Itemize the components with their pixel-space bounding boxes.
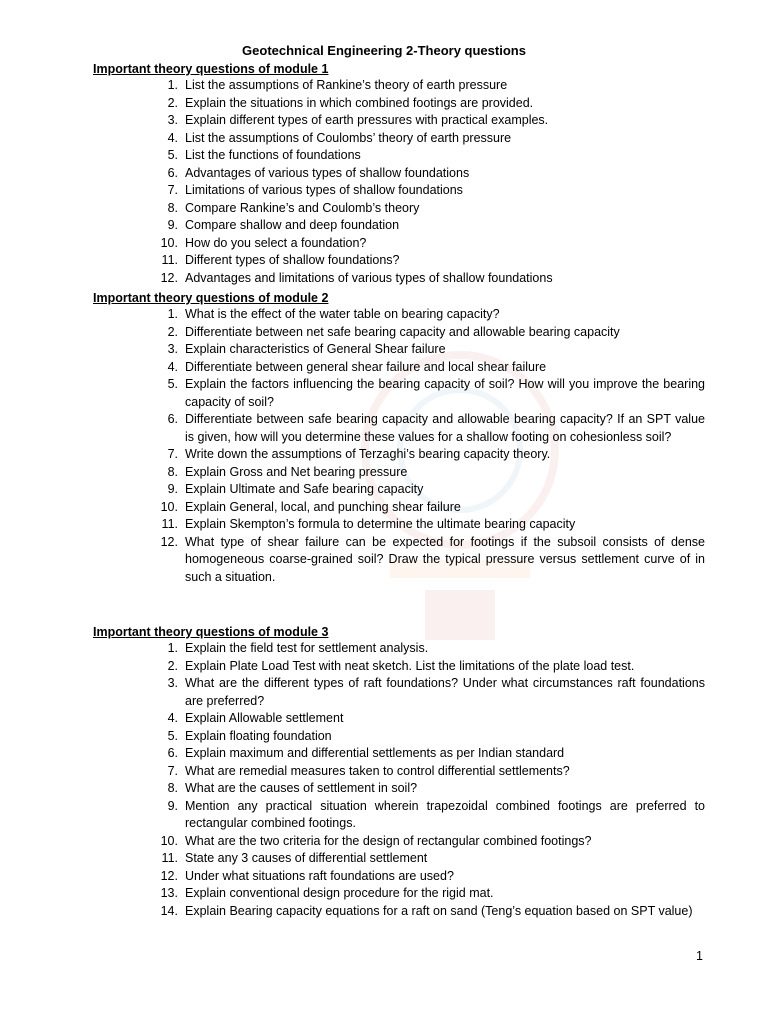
question-item [0, 95, 768, 113]
question-item [0, 446, 768, 464]
question-number: 5. [167, 148, 178, 162]
question-number: 12. [160, 868, 178, 883]
question-item [0, 130, 768, 148]
question-text: What are the different types of raft foundations? Under what circumstances raft foundations are preferred? [185, 676, 705, 708]
question-text: Different types of shallow foundations? [185, 253, 400, 267]
question-number: 5. [167, 728, 178, 743]
question-number: 11. [161, 253, 178, 267]
question-text: Explain Allowable settlement [185, 711, 344, 725]
question-text: Compare shallow and deep foundation [185, 218, 400, 232]
question-text: Explain Plate Load Test with neat sketch. List the limitations of the plate load test. [185, 658, 635, 673]
question-item [0, 903, 768, 921]
module-2-heading: Important theory questions of module 2 [93, 291, 329, 305]
question-number: 1. [167, 641, 178, 655]
question-number: 4. [167, 130, 178, 145]
question-number: 6. [167, 165, 178, 180]
module-1-heading: Important theory questions of module 1 [93, 62, 329, 76]
question-item [0, 745, 768, 763]
question-text: What are remedial measures taken to control differential settlements? [185, 763, 570, 778]
question-number: 12. [160, 270, 178, 285]
question-text: Under what situations raft foundations are used? [185, 868, 454, 883]
question-item [0, 499, 768, 517]
question-text: State any 3 causes of differential settlement [185, 851, 428, 865]
question-number: 2. [167, 95, 178, 110]
question-number: 10. [160, 235, 178, 250]
question-item [0, 728, 768, 746]
question-number: 12. [160, 534, 178, 549]
question-text: Explain Skempton’s formula to determine the ultimate bearing capacity [185, 517, 576, 531]
question-item [0, 516, 768, 534]
question-text: Explain Bearing capacity equations for a raft on sand (Teng’s equation based on SPT value) [185, 903, 693, 918]
question-text: Write down the assumptions of Terzaghi’s bearing capacity theory. [185, 447, 551, 461]
question-text: Advantages of various types of shallow foundations [185, 165, 470, 180]
question-item [0, 252, 768, 270]
question-text: Explain characteristics of General Shear failure [185, 342, 446, 356]
question-item [0, 868, 768, 886]
question-text: What type of shear failure can be expected for footings if the subsoil consists of dense homogeneous coarse-grained soil? Draw the typical pressure versus settlement curve of in such a situation. [185, 534, 705, 584]
question-item [0, 147, 768, 165]
question-item [0, 885, 768, 903]
question-number: 1. [167, 307, 178, 321]
question-item [0, 324, 768, 342]
question-item [0, 77, 768, 95]
question-number: 1. [167, 78, 178, 92]
question-number: 2. [167, 324, 178, 339]
question-number: 7. [167, 183, 178, 197]
question-item [0, 200, 768, 218]
question-text: Explain the situations in which combined footings are provided. [185, 95, 534, 110]
question-item [0, 341, 768, 359]
question-text: List the assumptions of Rankine’s theory of earth pressure [185, 78, 508, 92]
question-item [0, 359, 768, 377]
question-item [0, 534, 768, 587]
question-item [0, 658, 768, 676]
question-number: 3. [167, 342, 178, 356]
question-number: 7. [167, 763, 178, 778]
question-number: 7. [167, 447, 178, 461]
question-text: List the functions of foundations [185, 148, 361, 162]
question-number: 8. [167, 200, 178, 215]
question-item [0, 640, 768, 658]
module-1-question-list [0, 77, 768, 287]
question-text: What are the causes of settlement in soil? [185, 781, 418, 795]
question-number: 9. [167, 798, 178, 813]
question-item [0, 217, 768, 235]
question-text: Explain maximum and differential settlements as per Indian standard [185, 746, 565, 760]
question-item [0, 165, 768, 183]
question-text: List the assumptions of Coulombs’ theory of earth pressure [185, 130, 512, 145]
question-item [0, 376, 768, 411]
question-number: 2. [167, 658, 178, 673]
question-number: 10. [160, 499, 178, 514]
module-2-question-list [0, 306, 768, 586]
question-number: 9. [167, 482, 178, 496]
question-text: Explain Ultimate and Safe bearing capacity [185, 482, 424, 496]
question-item [0, 481, 768, 499]
question-item [0, 306, 768, 324]
module-3-heading: Important theory questions of module 3 [93, 625, 329, 639]
question-number: 3. [167, 676, 178, 690]
question-text: Explain the field test for settlement analysis. [185, 641, 429, 655]
page-number: 1 [696, 949, 703, 963]
question-text: What is the effect of the water table on bearing capacity? [185, 307, 500, 321]
question-text: Mention any practical situation wherein trapezoidal combined footings are preferred to rectangular combined footings. [185, 798, 705, 830]
question-item [0, 182, 768, 200]
question-text: Explain General, local, and punching shear failure [185, 499, 461, 514]
document-title: Geotechnical Engineering 2-Theory questions [242, 43, 526, 58]
question-text: Explain the factors influencing the bearing capacity of soil? How will you improve the bearing capacity of soil? [185, 377, 705, 409]
question-number: 9. [167, 218, 178, 232]
question-number: 8. [167, 781, 178, 795]
question-item [0, 464, 768, 482]
question-item [0, 675, 768, 710]
question-number: 8. [167, 464, 178, 479]
question-text: Explain different types of earth pressures with practical examples. [185, 113, 549, 127]
question-item [0, 270, 768, 288]
question-number: 14. [160, 903, 178, 918]
question-text: Advantages and limitations of various types of shallow foundations [185, 270, 553, 285]
question-text: Limitations of various types of shallow foundations [185, 183, 463, 197]
question-text: Compare Rankine’s and Coulomb’s theory [185, 200, 420, 215]
question-item [0, 798, 768, 833]
question-text: Explain conventional design procedure for the rigid mat. [185, 886, 494, 900]
question-number: 3. [167, 113, 178, 127]
question-item [0, 112, 768, 130]
question-number: 11. [161, 851, 178, 865]
question-item [0, 833, 768, 851]
question-text: Explain Gross and Net bearing pressure [185, 464, 408, 479]
question-number: 13. [160, 886, 178, 900]
question-item [0, 850, 768, 868]
question-number: 6. [167, 746, 178, 760]
question-text: Differentiate between general shear failure and local shear failure [185, 359, 547, 374]
question-number: 4. [167, 711, 178, 725]
question-number: 5. [167, 377, 178, 391]
question-item [0, 710, 768, 728]
question-item [0, 780, 768, 798]
question-number: 4. [167, 359, 178, 374]
module-3-question-list [0, 640, 768, 920]
question-text: Differentiate between net safe bearing capacity and allowable bearing capacity [185, 324, 620, 339]
question-item [0, 763, 768, 781]
question-number: 6. [167, 412, 178, 426]
question-text: Differentiate between safe bearing capacity and allowable bearing capacity? If an SPT value is given, how will you determine these values for a shallow footing on cohesionless soil? [185, 412, 705, 444]
question-number: 11. [161, 517, 178, 531]
question-text: Explain floating foundation [185, 728, 332, 743]
question-text: What are the two criteria for the design of rectangular combined footings? [185, 833, 592, 848]
question-text: How do you select a foundation? [185, 235, 367, 250]
question-number: 10. [160, 833, 178, 848]
question-item [0, 235, 768, 253]
question-item [0, 411, 768, 446]
